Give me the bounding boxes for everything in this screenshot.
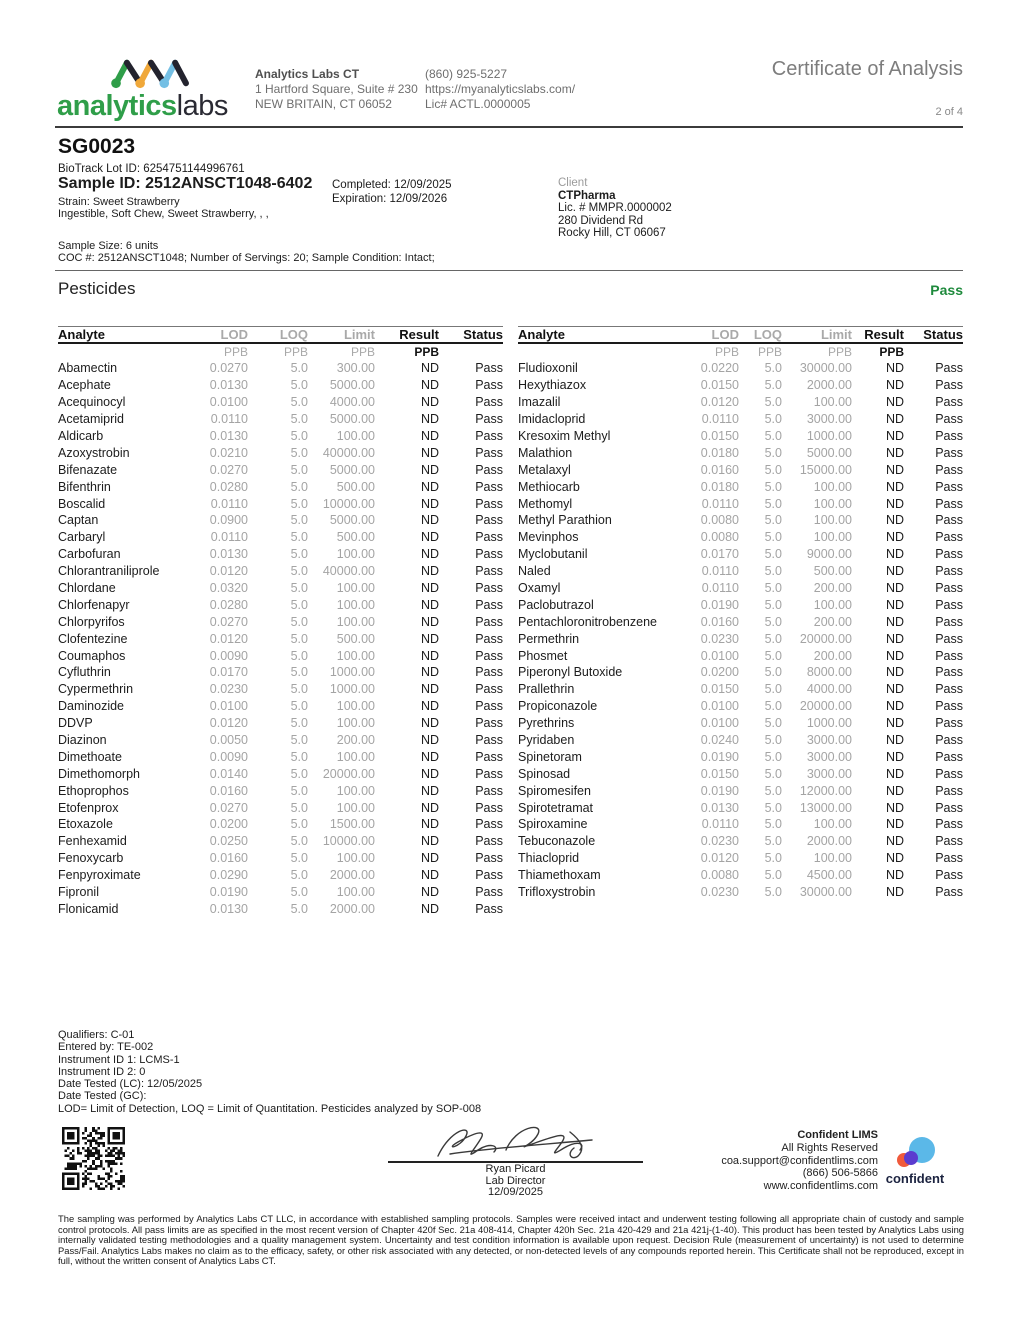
analyte-row: Piperonyl Butoxide 0.0200 5.0 8000.00 ND Pass	[518, 665, 963, 680]
analyte-row: Permethrin 0.0230 5.0 20000.00 ND Pass	[518, 631, 963, 646]
analyte-row: Coumaphos 0.0090 5.0 100.00 ND Pass	[58, 648, 503, 663]
analyte-row: Ethoprophos 0.0160 5.0 100.00 ND Pass	[58, 783, 503, 798]
section-divider	[55, 270, 963, 271]
pesticides-table-right	[518, 326, 963, 901]
col-loq: LOQ	[753, 327, 782, 342]
instrument-id-2: Instrument ID 2: 0	[58, 1065, 146, 1078]
analyte-row: Bifenthrin 0.0280 5.0 500.00 ND Pass	[58, 479, 503, 494]
analyte-row: Fenoxycarb 0.0160 5.0 100.00 ND Pass	[58, 851, 503, 866]
analyte-row: Thiamethoxam 0.0080 5.0 4500.00 ND Pass	[518, 868, 963, 883]
analyte-row: Abamectin 0.0270 5.0 300.00 ND Pass	[58, 361, 503, 376]
analyte-row: Chlorantraniliprole 0.0120 5.0 40000.00 ND Pass	[58, 564, 503, 579]
sample-size: Sample Size: 6 units	[58, 240, 159, 252]
table-header-right	[518, 326, 963, 344]
client-address-line1: 280 Dividend Rd	[558, 214, 644, 227]
col-limit: Limit	[820, 327, 852, 342]
coc-line: COC #: 2512ANSCT1048; Number of Servings: 20; Sample Condition: Intact;	[58, 252, 435, 264]
date-tested-lc: Date Tested (LC): 12/05/2025	[58, 1078, 203, 1091]
analyte-row: Spinosad 0.0150 5.0 3000.00 ND Pass	[518, 766, 963, 781]
lab-name: Analytics Labs CT	[255, 67, 360, 81]
lab-info-block	[255, 67, 418, 112]
analyte-row: Fenhexamid 0.0250 5.0 10000.00 ND Pass	[58, 834, 503, 849]
analyte-row: Boscalid 0.0110 5.0 10000.00 ND Pass	[58, 496, 503, 511]
date-tested-gc: Date Tested (GC):	[58, 1090, 147, 1103]
col-lod: LOD	[711, 327, 739, 342]
lab-address-line2: NEW BRITAIN, CT 06052	[255, 97, 392, 111]
analyte-row: Prallethrin 0.0150 5.0 4000.00 ND Pass	[518, 682, 963, 697]
analyte-row: Metalaxyl 0.0160 5.0 15000.00 ND Pass	[518, 462, 963, 477]
analyte-row: Azoxystrobin 0.0210 5.0 40000.00 ND Pass	[58, 445, 503, 460]
confident-logo-text: confident	[885, 1171, 945, 1186]
analyte-row: Dimethomorph 0.0140 5.0 20000.00 ND Pass	[58, 766, 503, 781]
analyte-row: Methomyl 0.0110 5.0 100.00 ND Pass	[518, 496, 963, 511]
analyte-row: Cypermethrin 0.0230 5.0 1000.00 ND Pass	[58, 682, 503, 697]
analyte-row: Fipronil 0.0190 5.0 100.00 ND Pass	[58, 885, 503, 900]
analyte-row: Spiroxamine 0.0110 5.0 100.00 ND Pass	[518, 817, 963, 832]
col-loq: LOQ	[279, 327, 308, 342]
analytics-labs-logo-icon	[110, 52, 192, 94]
table-header-left	[58, 326, 503, 344]
analyte-row: Paclobutrazol 0.0190 5.0 100.00 ND Pass	[518, 597, 963, 612]
analyte-row: Hexythiazox 0.0150 5.0 2000.00 ND Pass	[518, 378, 963, 393]
client-license: Lic. # MMPR.0000002	[558, 202, 672, 214]
lab-phone: (860) 925-5227	[425, 67, 508, 81]
signature-image	[420, 1120, 610, 1164]
table-rows-right	[518, 360, 963, 901]
col-analyte: Analyte	[58, 327, 105, 342]
analyte-row: Daminozide 0.0100 5.0 100.00 ND Pass	[58, 699, 503, 714]
analyte-row: Chlorfenapyr 0.0280 5.0 100.00 ND Pass	[58, 597, 503, 612]
analyte-row: Dimethoate 0.0090 5.0 100.00 ND Pass	[58, 749, 503, 764]
analyte-row: Acequinocyl 0.0100 5.0 4000.00 ND Pass	[58, 395, 503, 410]
analyte-row: Fludioxonil 0.0220 5.0 30000.00 ND Pass	[518, 361, 963, 376]
signatory-name: Ryan Picard	[485, 1163, 546, 1175]
analyte-row: Malathion 0.0180 5.0 5000.00 ND Pass	[518, 445, 963, 460]
legal-disclaimer: The sampling was performed by Analytics Labs CT LLC, in accordance with established sampling protocols. Samples were received intact and underwent testing following all appropriate chain of custody and sample control protocols. All pass limits are as specified in the most recent version of Chapter 420f Sec. 21a 408-414, Chapter 420h Sec. 21a 420-429 and 21a 421j-(1-40). This product has been tested by Analytics Labs using internally validated testing methodologies and a quality management system. Uncertainty and test condition information is available upon request. Decision Rule (measurement of uncertainty) is not used to determine Pass/Fail. Analytics Labs makes no claim as to the efficacy, safety, or other risk associated with any detected, or non-detected levels of any compounds reported herein. This Certificate shall not be reproduced, except in full, without the written consent of Analytics Labs CT.	[58, 1213, 964, 1267]
table-units-left: PPB PPB PPB PPB	[223, 345, 439, 359]
analyte-row: Imazalil 0.0120 5.0 100.00 ND Pass	[518, 395, 963, 410]
analyte-row: Thiacloprid 0.0120 5.0 100.00 ND Pass	[518, 851, 963, 866]
analyte-row: Captan 0.0900 5.0 5000.00 ND Pass	[58, 513, 503, 528]
analyte-row: Pyrethrins 0.0100 5.0 1000.00 ND Pass	[518, 716, 963, 731]
lab-website: https://myanalyticslabs.com/	[425, 82, 576, 96]
page-number: 2 of 4	[935, 106, 963, 118]
expiration-date: Expiration: 12/09/2026	[332, 193, 448, 205]
logo-wordmark-analytics: analytics	[57, 90, 177, 122]
analyte-row: Fenpyroximate 0.0290 5.0 2000.00 ND Pass	[58, 868, 503, 883]
analyte-row: Methiocarb 0.0180 5.0 100.00 ND Pass	[518, 479, 963, 494]
client-block	[558, 177, 672, 240]
analyte-row: Diazinon 0.0050 5.0 200.00 ND Pass	[58, 733, 503, 748]
qr-code	[62, 1127, 125, 1190]
lab-address-line1: 1 Hartford Square, Suite # 230	[255, 82, 418, 96]
analyte-row: Myclobutanil 0.0170 5.0 9000.00 ND Pass	[518, 547, 963, 562]
analyte-row: Oxamyl 0.0110 5.0 200.00 ND Pass	[518, 581, 963, 596]
analyte-row: Propiconazole 0.0100 5.0 20000.00 ND Pass	[518, 699, 963, 714]
analyte-row: Carbaryl 0.0110 5.0 500.00 ND Pass	[58, 530, 503, 545]
analyte-row: Acetamiprid 0.0110 5.0 5000.00 ND Pass	[58, 412, 503, 427]
analyte-row: Pentachloronitrobenzene 0.0160 5.0 200.00 ND Pass	[518, 614, 963, 629]
signatory-block	[388, 1164, 643, 1199]
analyte-row: Chlorpyrifos 0.0270 5.0 100.00 ND Pass	[58, 614, 503, 629]
col-limit: Limit	[343, 327, 375, 342]
col-lod: LOD	[220, 327, 248, 342]
document-title: Certificate of Analysis	[771, 58, 963, 80]
analyte-row: Aldicarb 0.0130 5.0 100.00 ND Pass	[58, 429, 503, 443]
col-status: Status	[923, 327, 963, 342]
client-name: CTPharma	[558, 189, 616, 202]
analyte-row: Acephate 0.0130 5.0 5000.00 ND Pass	[58, 378, 503, 393]
analyte-row: Kresoxim Methyl 0.0150 5.0 1000.00 ND Pass	[518, 429, 963, 443]
analyte-row: Imidacloprid 0.0110 5.0 3000.00 ND Pass	[518, 412, 963, 427]
qualifiers: Qualifiers: C-01	[58, 1029, 135, 1041]
analyte-row: Spinetoram 0.0190 5.0 3000.00 ND Pass	[518, 749, 963, 764]
header-divider	[55, 126, 963, 128]
analyte-row: Trifloxystrobin 0.0230 5.0 30000.00 ND Pass	[518, 885, 963, 900]
logo-wordmark	[57, 90, 228, 123]
analyte-row: Tebuconazole 0.0230 5.0 2000.00 ND Pass	[518, 834, 963, 849]
lims-website: www.confidentlims.com	[763, 1180, 878, 1193]
analyte-row: Carbofuran 0.0130 5.0 100.00 ND Pass	[58, 547, 503, 562]
sample-description: Ingestible, Soft Chew, Sweet Strawberry, , ,	[58, 208, 269, 220]
client-label: Client	[558, 177, 588, 189]
lab-contact-block	[425, 67, 575, 112]
lims-phone: (866) 506-5866	[802, 1167, 878, 1180]
result-meta-block	[58, 1029, 481, 1115]
sample-short-id: SG0023	[58, 135, 136, 158]
lims-name: Confident LIMS	[797, 1129, 878, 1141]
analyte-row: DDVP 0.0120 5.0 100.00 ND Pass	[58, 716, 503, 731]
analyte-row: Chlordane 0.0320 5.0 100.00 ND Pass	[58, 581, 503, 596]
instrument-id-1: Instrument ID 1: LCMS-1	[58, 1053, 180, 1066]
table-rows-left	[58, 360, 503, 917]
analyte-row: Pyridaben 0.0240 5.0 3000.00 ND Pass	[518, 733, 963, 748]
completed-date: Completed: 12/09/2025	[332, 179, 452, 191]
lab-license: Lic# ACTL.0000005	[425, 97, 531, 111]
analyte-row: Flonicamid 0.0130 5.0 2000.00 ND Pass	[58, 901, 503, 916]
lims-rights: All Rights Reserved	[781, 1141, 878, 1154]
section-title: Pesticides	[58, 279, 136, 298]
pesticides-table-left	[58, 326, 503, 917]
analyte-row: Bifenazate 0.0270 5.0 5000.00 ND Pass	[58, 462, 503, 477]
analyte-row: Clofentezine 0.0120 5.0 500.00 ND Pass	[58, 631, 503, 646]
biotrack-lot-id: BioTrack Lot ID: 6254751144996761	[58, 163, 245, 175]
sample-id: Sample ID: 2512ANSCT1048-6402	[58, 175, 313, 192]
analyte-row: Mevinphos 0.0080 5.0 100.00 ND Pass	[518, 530, 963, 545]
analyte-row: Phosmet 0.0100 5.0 200.00 ND Pass	[518, 648, 963, 663]
signatory-role: Lab Director	[485, 1174, 546, 1187]
entered-by: Entered by: TE-002	[58, 1041, 154, 1054]
lims-contact-block	[721, 1129, 878, 1193]
analyte-row: Etofenprox 0.0270 5.0 100.00 ND Pass	[58, 800, 503, 815]
analyte-row: Spirotetramat 0.0130 5.0 13000.00 ND Pass	[518, 800, 963, 815]
analyte-row: Naled 0.0110 5.0 500.00 ND Pass	[518, 564, 963, 579]
analyte-row: Spiromesifen 0.0190 5.0 12000.00 ND Pass	[518, 783, 963, 798]
confident-logo	[884, 1136, 946, 1186]
col-result: Result	[399, 327, 439, 342]
table-units-right: PPB PPB PPB PPB	[714, 345, 904, 359]
client-address-line2: Rocky Hill, CT 06067	[558, 227, 666, 239]
confident-logo-icon	[892, 1136, 938, 1168]
col-result: Result	[864, 327, 904, 342]
col-analyte: Analyte	[518, 327, 565, 342]
analyte-row: Etoxazole 0.0200 5.0 1500.00 ND Pass	[58, 817, 503, 832]
logo-wordmark-labs: labs	[176, 90, 228, 122]
lims-email: coa.support@confidentlims.com	[721, 1154, 878, 1167]
signature-date: 12/09/2025	[487, 1186, 544, 1198]
col-status: Status	[463, 327, 503, 342]
section-status-pass: Pass	[930, 282, 963, 298]
lod-loq-note: LOD= Limit of Detection, LOQ = Limit of Quantitation. Pesticides analyzed by SOP-008	[58, 1102, 482, 1115]
strain: Strain: Sweet Strawberry	[58, 196, 180, 208]
analyte-row: Methyl Parathion 0.0080 5.0 100.00 ND Pass	[518, 513, 963, 528]
analyte-row: Cyfluthrin 0.0170 5.0 1000.00 ND Pass	[58, 665, 503, 680]
